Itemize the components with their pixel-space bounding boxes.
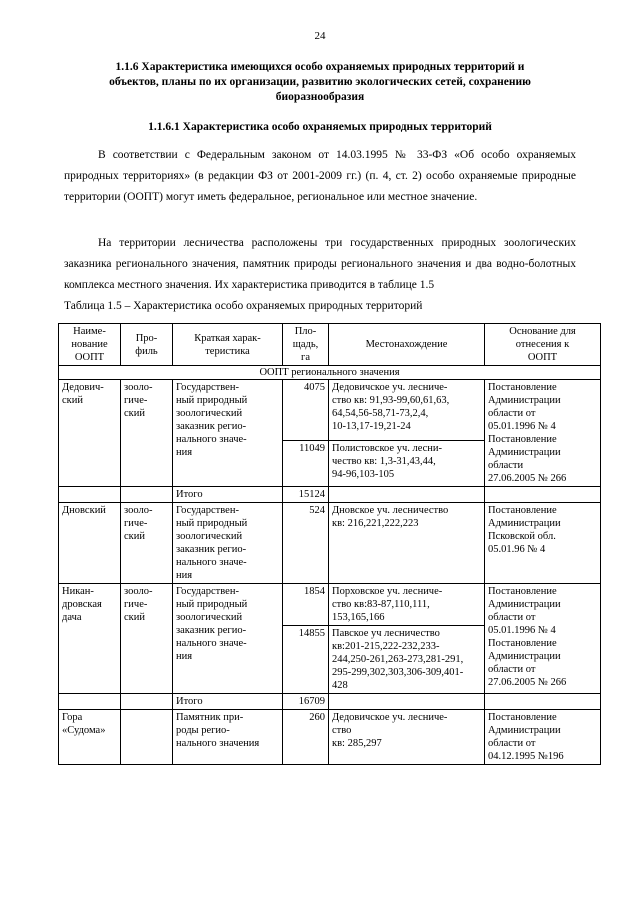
page-number: 24: [314, 30, 326, 42]
paragraph-law: В соответствии с Федеральным законом от 14.03.1995 № 33-ФЗ «Об особо охраняемых природных территориях» (в редакции ФЗ от 2001-2009 гг.) (п. 4, ст. 2) особо охраняемые природные территории (ООПТ) могут иметь федеральное, региональное или местное значение.: [64, 149, 576, 203]
table-row: [59, 503, 601, 584]
table-header-row: [59, 324, 601, 366]
cell-empty: [121, 694, 173, 710]
cell-total-label: Итого: [173, 487, 283, 503]
subsection-heading: 1.1.6.1 Характеристика особо охраняемых природных территорий: [148, 121, 492, 133]
cell-basis: Постановление Администрации области от 05.01.1996 № 4 Постановление Администрации области 27.06.2005 № 266: [485, 380, 601, 487]
cell-empty: [59, 694, 121, 710]
cell-location: Дедовичское уч. лесниче- ство кв: 285,297: [329, 710, 485, 765]
cell-area: 1854: [283, 584, 329, 626]
cell-total: 15124: [283, 487, 329, 503]
table-row: [59, 380, 601, 441]
cell-empty: [485, 694, 601, 710]
cell-profile: [121, 710, 173, 765]
cell-name: Дедович- ский: [59, 380, 121, 487]
header-location: Местонахождение: [329, 324, 485, 366]
cell-area: 14855: [283, 626, 329, 694]
cell-empty: [329, 487, 485, 503]
cell-name: Дновский: [59, 503, 121, 584]
cell-location: Порховское уч. лесниче- ство кв:83-87,110,111, 153,165,166: [329, 584, 485, 626]
cell-profile: зооло- гиче- ский: [121, 380, 173, 487]
cell-area: 260: [283, 710, 329, 765]
section-title: ООПТ регионального значения: [59, 366, 601, 380]
cell-description: Государствен- ный природный зоологический заказник регио- нального значе- ния: [173, 584, 283, 694]
section-heading-line: объектов, планы по их организации, развитию экологических сетей, сохранению: [109, 76, 531, 88]
cell-name: Гора «Судома»: [59, 710, 121, 765]
cell-profile: зооло- гиче- ский: [121, 503, 173, 584]
cell-profile: зооло- гиче- ский: [121, 584, 173, 694]
table-total-row: [59, 694, 601, 710]
cell-location: Дедовичское уч. лесниче- ство кв: 91,93-99,60,61,63, 64,54,56-58,71-73,2,4, 10-13,17-19,21-24: [329, 380, 485, 441]
cell-description: Памятник при- роды регио- нального значения: [173, 710, 283, 765]
header-description: Краткая харак- теристика: [173, 324, 283, 366]
cell-area: 11049: [283, 440, 329, 486]
cell-basis: Постановление Администрации области от 05.01.1996 № 4 Постановление Администрации области от 27.06.2005 № 266: [485, 584, 601, 694]
cell-total-label: Итого: [173, 694, 283, 710]
cell-area: 4075: [283, 380, 329, 441]
table-total-row: [59, 487, 601, 503]
table-caption: Таблица 1.5 – Характеристика особо охраняемых природных территорий: [64, 300, 423, 312]
paragraph-territory: На территории лесничества расположены три государственных природных зоологических заказника регионального значения, памятник природы регионального значения и два водно-болотных комплекса местного значения. Их характеристика приводится в таблице 1.5: [64, 237, 576, 291]
cell-description: Государствен- ный природный зоологический заказник регио- нального значе- ния: [173, 503, 283, 584]
header-area: Пло- щадь, га: [283, 324, 329, 366]
cell-empty: [59, 487, 121, 503]
cell-area: 524: [283, 503, 329, 584]
header-name: Наиме- нование ООПТ: [59, 324, 121, 366]
cell-empty: [121, 487, 173, 503]
cell-location: Полистовское уч. лесни- чество кв: 1,3-31,43,44, 94-96,103-105: [329, 440, 485, 486]
table-row: [59, 710, 601, 765]
section-heading: [80, 60, 560, 105]
oopt-table: [58, 323, 601, 765]
table-row: [59, 584, 601, 626]
cell-location: Павское уч лесничество кв:201-215,222-232,233- 244,250-261,263-273,281-291, 295-299,302,303,306-309,401- 428: [329, 626, 485, 694]
header-basis: Основание для отнесения к ООПТ: [485, 324, 601, 366]
header-profile: Про- филь: [121, 324, 173, 366]
cell-location: Дновское уч. лесничество кв: 216,221,222,223: [329, 503, 485, 584]
cell-basis: Постановление Администрации Псковской обл. 05.01.96 № 4: [485, 503, 601, 584]
cell-empty: [485, 487, 601, 503]
cell-total: 16709: [283, 694, 329, 710]
cell-basis: Постановление Администрации области от 04.12.1995 №196: [485, 710, 601, 765]
section-heading-line: биоразнообразия: [275, 91, 365, 103]
cell-empty: [329, 694, 485, 710]
section-heading-line: 1.1.6 Характеристика имеющихся особо охраняемых природных территорий и: [115, 61, 525, 73]
table-section-row: [59, 366, 601, 380]
cell-description: Государствен- ный природный зоологический заказник регио- нального значе- ния: [173, 380, 283, 487]
cell-name: Никан- дровская дача: [59, 584, 121, 694]
